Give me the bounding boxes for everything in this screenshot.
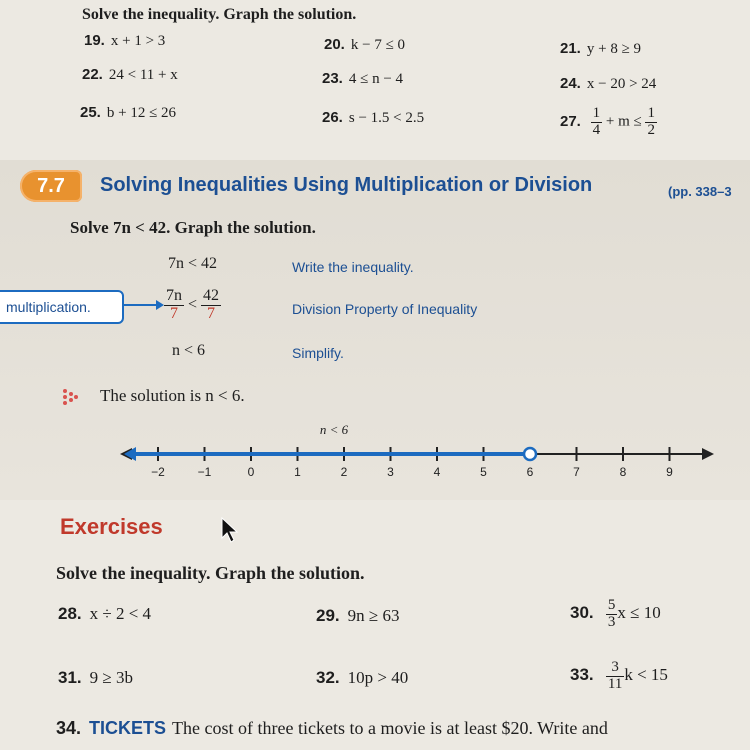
tick-label: 4 bbox=[433, 465, 441, 479]
tick-label: 7 bbox=[573, 465, 580, 479]
problem-21: 21. y + 8 ≥ 9 bbox=[560, 40, 642, 57]
problem-25: 25. b + 12 ≤ 26 bbox=[80, 104, 177, 121]
problem-33: 33. $\frac{3}{11}$ k < 15 bbox=[570, 659, 668, 692]
open-circle bbox=[524, 448, 536, 460]
step3-equation: n < 6 bbox=[172, 342, 206, 359]
section-badge: 7.7 bbox=[20, 170, 82, 202]
tick-label: 8 bbox=[619, 465, 627, 479]
step1-note: Write the inequality. bbox=[292, 259, 414, 275]
problem-23: 23. 4 ≤ n − 4 bbox=[322, 70, 404, 87]
tick-label: −2 bbox=[151, 465, 165, 479]
problem-32: 32. 10p > 40 bbox=[316, 668, 409, 687]
problem-19: 19. x + 1 > 3 bbox=[84, 32, 166, 49]
tick-label: 3 bbox=[387, 465, 394, 479]
callout-arrow-icon bbox=[122, 298, 164, 312]
number-line-label: n < 6 bbox=[319, 422, 349, 437]
top-heading: Solve the inequality. Graph the solution. bbox=[82, 6, 357, 23]
tick-label: −1 bbox=[197, 465, 212, 479]
step2-note: Division Property of Inequality bbox=[292, 301, 478, 317]
problem-30: 30. $\frac{5}{3}$ x ≤ 10 bbox=[570, 597, 661, 630]
step1-equation: 7n < 42 bbox=[168, 255, 218, 272]
step2-equation: $\frac{7n}{7}$ < $\frac{42}{7}$ bbox=[166, 287, 220, 322]
tick-label: 5 bbox=[480, 465, 487, 479]
exercises-title: Exercises bbox=[60, 514, 163, 539]
problem-29: 29. 9n ≥ 63 bbox=[316, 606, 400, 625]
problem-26: 26. s − 1.5 < 2.5 bbox=[322, 109, 425, 126]
section-title: Solving Inequalities Using Multiplication or Division bbox=[100, 174, 593, 196]
number-line bbox=[118, 420, 718, 486]
tick-label: 0 bbox=[247, 465, 255, 479]
tick-label: 6 bbox=[526, 465, 534, 479]
right-arrow-icon bbox=[702, 448, 714, 460]
mouse-cursor-icon bbox=[220, 516, 240, 546]
problem-27: 27. $\frac{1}{4}$ + m ≤ $\frac{1}{2}$ bbox=[560, 105, 655, 138]
problem-34: 34. TICKETS The cost of three tickets to a movie is at least $20. Write and bbox=[56, 718, 608, 738]
exercises-heading: Solve the inequality. Graph the solution. bbox=[56, 563, 365, 583]
fraction: $\frac{1}{2}$ bbox=[647, 105, 655, 138]
fraction: $\frac{1}{4}$ bbox=[592, 105, 601, 138]
tick-label: 2 bbox=[340, 465, 348, 479]
problem-20: 20. k − 7 ≤ 0 bbox=[324, 36, 406, 53]
problem-24: 24. x − 20 > 24 bbox=[560, 75, 657, 92]
tick-label: 9 bbox=[666, 465, 673, 479]
tick-label: 1 bbox=[294, 465, 301, 479]
problem-22: 22. 24 < 11 + x bbox=[82, 66, 178, 83]
problem-31: 31. 9 ≥ 3b bbox=[58, 668, 133, 687]
example-heading: Solve 7n < 42. Graph the solution. bbox=[70, 218, 316, 237]
callout-box: multiplication. bbox=[0, 290, 124, 324]
solution-text: The solution is n < 6. bbox=[100, 386, 245, 405]
problem-28: 28. x ÷ 2 < 4 bbox=[58, 604, 152, 623]
page-reference: (pp. 338–3 bbox=[668, 184, 732, 199]
step3-note: Simplify. bbox=[292, 345, 344, 361]
solution-marker-icon bbox=[62, 388, 78, 408]
